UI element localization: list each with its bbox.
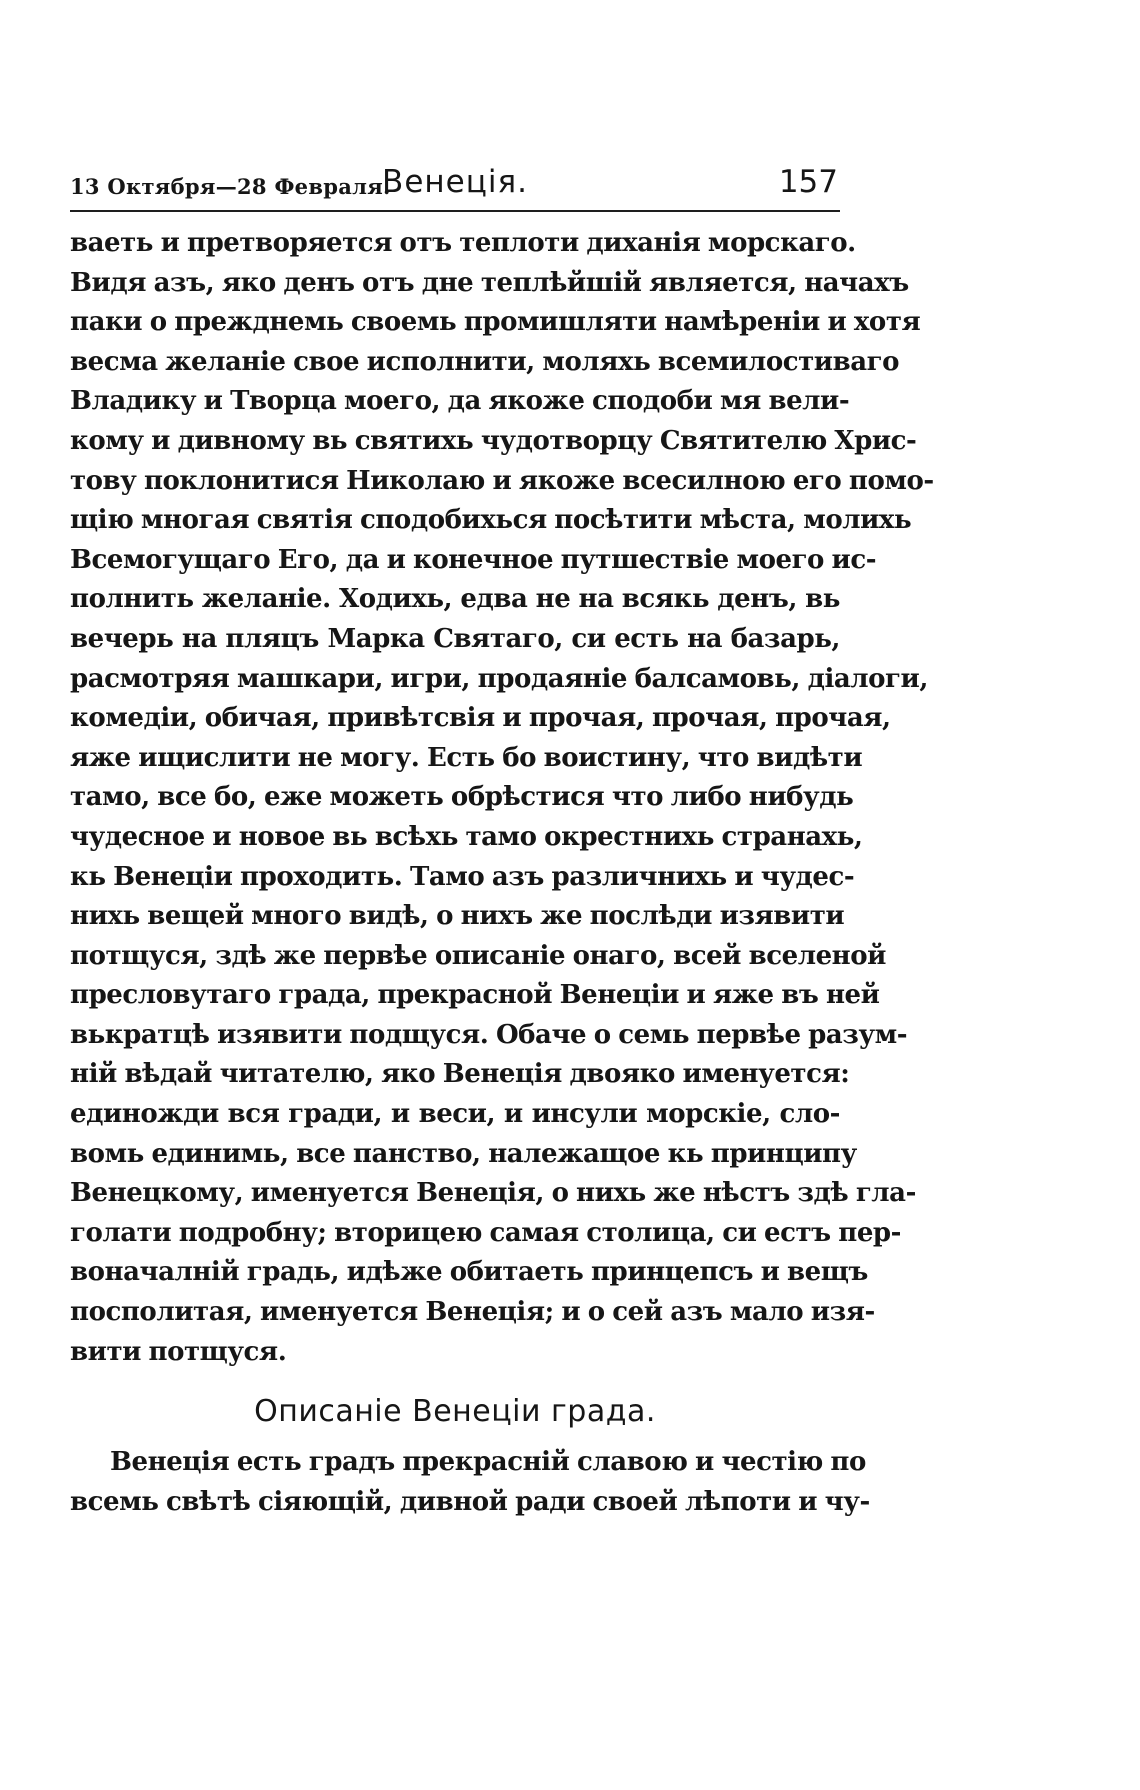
text-line: Видя азъ, яко денъ отъ дне теплѣйшій является, начахъ bbox=[70, 267, 909, 298]
paragraph-1 bbox=[70, 224, 934, 1372]
text-line: кь Венеціи проходить. Тамо азъ различнихь и чудес- bbox=[70, 861, 855, 892]
text-line: Венеція есть градъ прекрасній славою и честію по bbox=[110, 1447, 866, 1478]
text-line: ваеть и претворяется отъ теплоти диханія морскаго. bbox=[70, 228, 856, 258]
text-line: тову поклонитися Николаю и якоже всесилною его помо- bbox=[70, 465, 934, 496]
body-text bbox=[70, 224, 934, 1522]
text-line: комедіи, обичая, привѣтсвія и прочая, прочая, прочая, bbox=[70, 703, 891, 734]
running-header bbox=[70, 160, 840, 212]
text-line: воначалній градь, идѣже обитаеть принцепсъ и вещъ bbox=[70, 1257, 868, 1288]
text-line: потщуся, здѣ же первѣе описаніе онаго, всей вселеной bbox=[70, 940, 886, 971]
text-line: яже ищислити не могу. Есть бо воистину, что видѣти bbox=[70, 742, 863, 773]
text-line: щію многая святія сподобихься посѣтити мѣста, молихь bbox=[70, 505, 912, 536]
text-line: тамо, все бо, еже можеть обрѣстися что либо нибудь bbox=[70, 782, 854, 813]
text-line: Владику и Творца моего, да якоже сподоби мя вели- bbox=[70, 386, 850, 417]
text-line: расмотряя машкари, игри, продаяніе балсамовь, діалоги, bbox=[70, 663, 928, 694]
text-line: чудесное и новое вь всѣхь тамо окрестнихь странахь, bbox=[70, 821, 863, 852]
text-line: пресловутаго града, прекрасной Венеціи и яже въ ней bbox=[70, 980, 880, 1011]
text-line: весма желаніе свое исполнити, моляхь всемилостиваго bbox=[70, 346, 899, 377]
text-line: единожди вся гради, и веси, и инсули морскіе, сло- bbox=[70, 1099, 840, 1130]
text-line: паки о прежднемь своемь промишляти намѣреніи и хотя bbox=[70, 307, 921, 338]
text-line: вькратцѣ изявити подщуся. Обаче о семь первѣе разум- bbox=[70, 1019, 908, 1050]
text-line: посполитая, именуется Венеція; и о сей азъ мало изя- bbox=[70, 1297, 875, 1328]
text-line: нихь вещей много видѣ, о нихъ же послѣди изявити bbox=[70, 901, 845, 932]
header-dates: 13 Октября—28 Февраля. bbox=[70, 174, 391, 199]
text-line: ній вѣдай читателю, яко Венеція двояко именуется: bbox=[70, 1059, 850, 1090]
book-page bbox=[70, 160, 934, 1522]
text-line: голати подробну; вторицею самая столица, си естъ пер- bbox=[70, 1217, 901, 1248]
section-heading: Описаніе Венеціи града. bbox=[254, 1394, 656, 1430]
text-line: кому и дивному вь святихь чудотворцу Святителю Хрис- bbox=[70, 425, 917, 456]
text-line: всемь свѣтѣ сіяющій, дивной ради своей лѣпоти и чу- bbox=[70, 1486, 870, 1517]
text-line: Венецкому, именуется Венеція, о нихь же нѣстъ здѣ гла- bbox=[70, 1178, 916, 1209]
text-line: вомь единимь, все панство, належащое кь принципу bbox=[70, 1138, 857, 1169]
page-number: 157 bbox=[778, 164, 838, 200]
text-line: Всемогущаго Его, да и конечное путшествіе моего ис- bbox=[70, 544, 877, 575]
text-line: полнить желаніе. Ходихь, едва не на всякь денъ, вь bbox=[70, 584, 840, 615]
header-title: Венеція. bbox=[382, 164, 528, 200]
paragraph-2 bbox=[70, 1443, 870, 1522]
text-line: вечерь на пляцъ Марка Святаго, си есть на базарь, bbox=[70, 623, 840, 654]
text-line: вити потщуся. bbox=[70, 1336, 287, 1367]
